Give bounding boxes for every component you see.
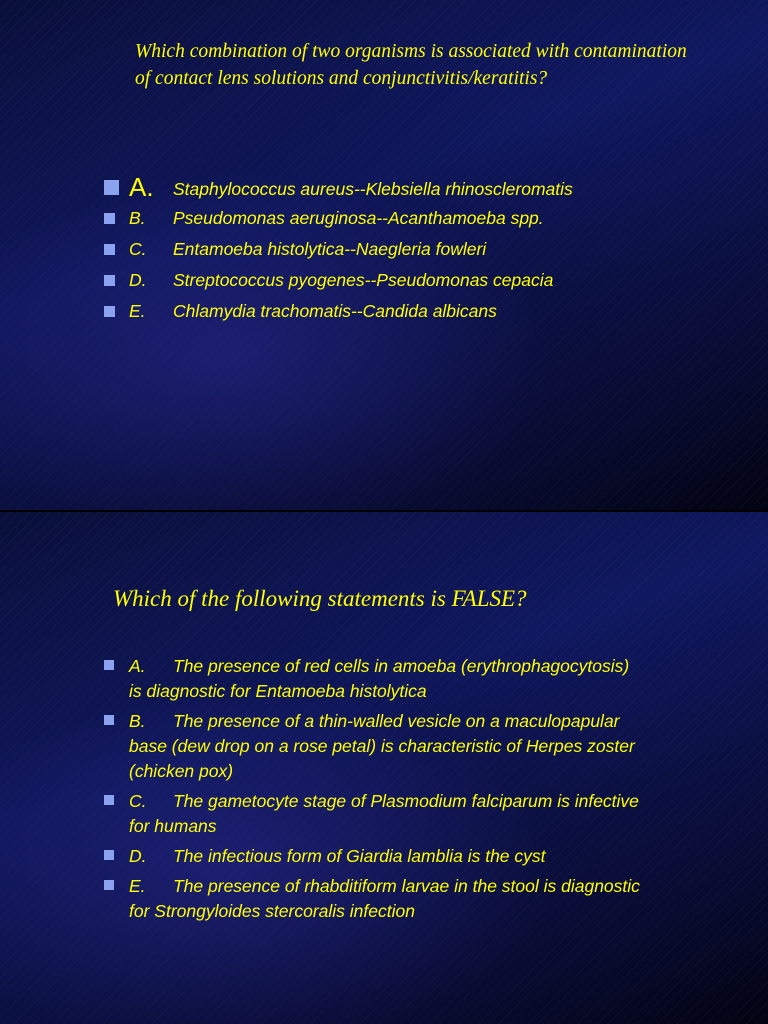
option-text: Streptococcus pyogenes--Pseudomonas cepacia <box>173 270 554 290</box>
option-c <box>104 789 644 839</box>
square-bullet-icon <box>104 715 114 725</box>
option-text: Entamoeba histolytica--Naegleria fowleri <box>173 239 487 259</box>
square-bullet-icon <box>104 795 114 805</box>
option-letter: E. <box>129 301 146 321</box>
option-a <box>104 654 644 704</box>
option-b <box>104 709 644 784</box>
slide-1-options <box>104 172 744 327</box>
option-letter: C. <box>129 239 147 259</box>
option-text: The gametocyte stage of Plasmodium falciparum is infective for humans <box>129 791 639 836</box>
slide-1 <box>0 0 768 510</box>
option-letter: A. <box>129 172 154 202</box>
slide-1-question: Which combination of two organisms is associated with contamination of contact lens solutions and conjunctivitis/keratitis? <box>135 41 687 89</box>
option-letter: E. <box>129 876 146 896</box>
option-d <box>104 844 644 869</box>
square-bullet-icon <box>104 880 114 890</box>
slide-2-options <box>104 654 644 929</box>
option-text: The presence of red cells in amoeba (erythrophagocytosis) is diagnostic for Entamoeba histolytica <box>129 656 630 701</box>
option-text: Chlamydia trachomatis--Candida albicans <box>173 301 497 321</box>
option-b <box>104 203 744 234</box>
option-text: Staphylococcus aureus--Klebsiella rhinoscleromatis <box>173 179 573 199</box>
square-bullet-icon <box>104 213 115 224</box>
option-letter: D. <box>129 846 147 866</box>
option-text: The presence of rhabditiform larvae in the stool is diagnostic for Strongyloides stercoralis infection <box>129 876 640 921</box>
option-letter: C. <box>129 791 147 811</box>
option-c <box>104 234 744 265</box>
square-bullet-icon <box>104 660 114 670</box>
square-bullet-icon <box>104 850 114 860</box>
option-letter: D. <box>129 270 147 290</box>
option-text: Pseudomonas aeruginosa--Acanthamoeba spp. <box>173 208 544 228</box>
option-letter: A. <box>129 656 146 676</box>
option-text: The presence of a thin-walled vesicle on a maculopapular base (dew drop on a rose petal) is characteristic of Herpes zoster (chicken pox) <box>129 711 635 781</box>
square-bullet-icon <box>104 244 115 255</box>
option-letter: B. <box>129 208 146 228</box>
slide-2-question: Which of the following statements is FALSE? <box>113 586 527 611</box>
option-a <box>104 172 744 203</box>
square-bullet-icon <box>104 180 119 195</box>
square-bullet-icon <box>104 306 115 317</box>
option-letter: B. <box>129 711 146 731</box>
option-text: The infectious form of Giardia lamblia is the cyst <box>173 846 546 866</box>
option-e <box>104 874 644 924</box>
option-d <box>104 265 744 296</box>
option-e <box>104 296 744 327</box>
square-bullet-icon <box>104 275 115 286</box>
